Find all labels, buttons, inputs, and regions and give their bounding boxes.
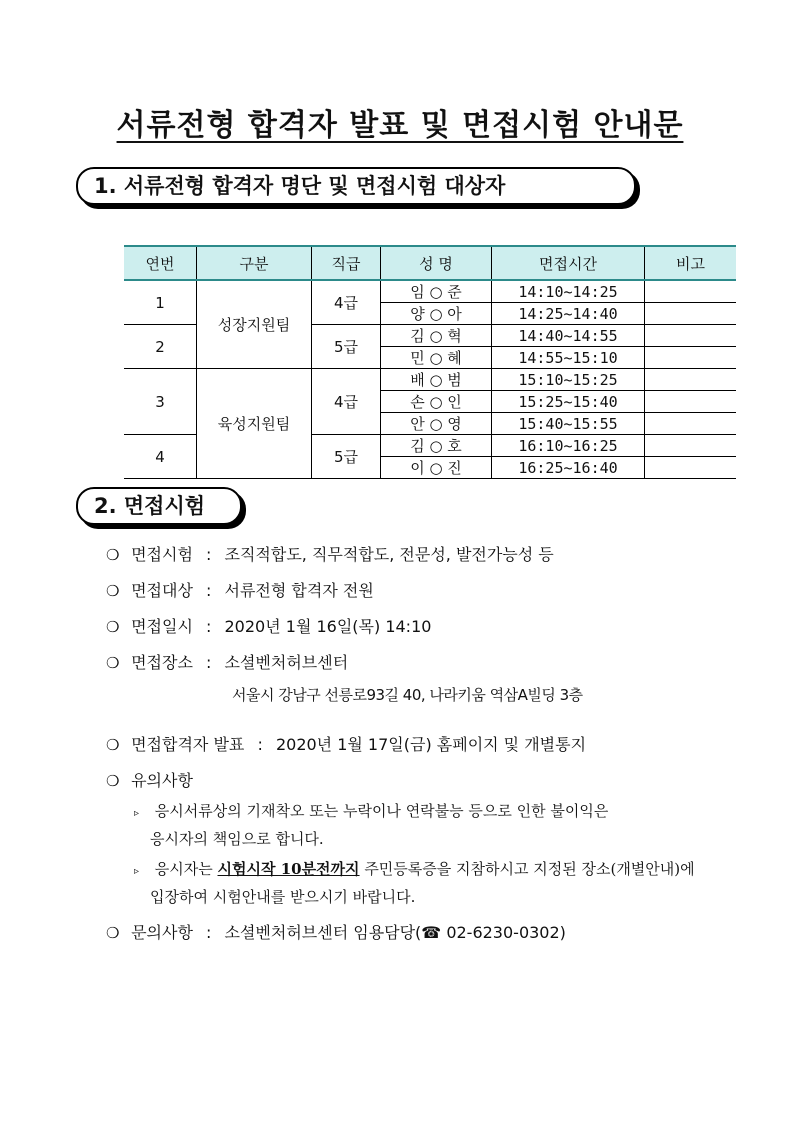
col-header-dept: 구분: [197, 246, 312, 280]
detail-label: 면접장소: [131, 653, 193, 672]
cell-dept: 육성지원팀: [197, 369, 312, 479]
detail-value: 조직적합도, 직무적합도, 전문성, 발전가능성 등: [224, 545, 554, 564]
note-emphasis: 시험시작 10분전까지: [217, 860, 360, 878]
detail-label: 유의사항: [131, 771, 193, 790]
cell-note: [645, 369, 737, 391]
detail-value: 2020년 1월 17일(금) 홈페이지 및 개별통지: [275, 735, 587, 754]
page-title: [0, 100, 800, 144]
cell-time: 14:25~14:40: [492, 303, 645, 325]
detail-item-targets: [106, 578, 374, 601]
cell-name: 민 ○ 혜: [381, 347, 492, 369]
detail-item-notice: [106, 768, 193, 791]
detail-item-contact: [106, 920, 566, 943]
detail-sep: :: [257, 735, 263, 754]
cell-time: 16:10~16:25: [492, 435, 645, 457]
cell-name: 배 ○ 범: [381, 369, 492, 391]
cell-note: [645, 325, 737, 347]
detail-value: 서류전형 합격자 전원: [224, 581, 374, 600]
cell-grade: 5급: [312, 435, 381, 479]
table-row: [124, 280, 736, 303]
bullet-icon: ❍: [106, 546, 120, 564]
cell-name: 안 ○ 영: [381, 413, 492, 435]
detail-item-contents: [106, 542, 554, 565]
detail-sep: :: [206, 545, 212, 564]
cell-name: 손 ○ 인: [381, 391, 492, 413]
note-text: 응시서류상의 기재착오 또는 누락이나 연락불능 등으로 인한 불이익은: [154, 802, 609, 820]
bullet-icon: ❍: [106, 654, 120, 672]
bullet-icon: ❍: [106, 924, 120, 942]
cell-note: [645, 391, 737, 413]
detail-item-announcement: [106, 732, 586, 755]
cell-note: [645, 435, 737, 457]
cell-note: [645, 303, 737, 325]
page-title-text: 서류전형 합격자 발표 및 면접시험 안내문: [116, 108, 684, 143]
cell-time: 16:25~16:40: [492, 457, 645, 479]
col-header-note: 비고: [645, 246, 737, 280]
cell-time: 15:10~15:25: [492, 369, 645, 391]
cell-name: 김 ○ 호: [381, 435, 492, 457]
detail-sep: :: [206, 617, 212, 636]
detail-label: 면접시험: [131, 545, 193, 564]
bullet-icon: ❍: [106, 736, 120, 754]
cell-no: 1: [124, 280, 197, 325]
cell-grade: 4급: [312, 280, 381, 325]
cell-time: 14:40~14:55: [492, 325, 645, 347]
triangle-bullet-icon: ▹: [134, 866, 140, 877]
table-row: [124, 369, 736, 391]
cell-no: 3: [124, 369, 197, 435]
section2-heading: 2. 면접시험: [76, 487, 242, 525]
detail-label: 문의사항: [131, 923, 193, 942]
detail-item-datetime: [106, 614, 431, 637]
cell-time: 15:40~15:55: [492, 413, 645, 435]
col-header-grade: 직급: [312, 246, 381, 280]
detail-sep: :: [206, 653, 212, 672]
detail-value: 2020년 1월 16일(목) 14:10: [224, 617, 432, 636]
detail-label: 면접대상: [131, 581, 193, 600]
detail-sep: :: [206, 581, 212, 600]
cell-no: 2: [124, 325, 197, 369]
cell-time: 14:55~15:10: [492, 347, 645, 369]
cell-note: [645, 457, 737, 479]
notice-note-2-cont: 입장하여 시험안내를 받으시기 바랍니다.: [150, 888, 416, 906]
bullet-icon: ❍: [106, 582, 120, 600]
cell-grade: 5급: [312, 325, 381, 369]
section1-heading: 1. 서류전형 합격자 명단 및 면접시험 대상자: [76, 167, 636, 205]
cell-name: 임 ○ 준: [381, 280, 492, 303]
schedule-table: [124, 245, 736, 479]
col-header-time: 면접시간: [492, 246, 645, 280]
cell-note: [645, 413, 737, 435]
col-header-no: 연번: [124, 246, 197, 280]
notice-note-1-cont: 응시자의 책임으로 합니다.: [150, 830, 324, 848]
detail-label: 면접일시: [131, 617, 193, 636]
cell-name: 양 ○ 아: [381, 303, 492, 325]
detail-item-place: [106, 650, 348, 673]
cell-note: [645, 347, 737, 369]
cell-grade: 4급: [312, 369, 381, 435]
notice-note-1: [134, 800, 608, 821]
table-header-row: [124, 246, 736, 280]
cell-name: 김 ○ 혁: [381, 325, 492, 347]
triangle-bullet-icon: ▹: [134, 808, 140, 819]
detail-value: 소셜벤처허브센터 임용담당(☎ 02-6230-0302): [224, 923, 566, 942]
detail-label: 면접합격자 발표: [131, 735, 245, 754]
cell-no: 4: [124, 435, 197, 479]
bullet-icon: ❍: [106, 772, 120, 790]
cell-time: 15:25~15:40: [492, 391, 645, 413]
detail-sep: :: [206, 923, 212, 942]
cell-name: 이 ○ 진: [381, 457, 492, 479]
place-address: 서울시 강남구 선릉로93길 40, 나라키움 역삼A빌딩 3층: [232, 686, 583, 704]
notice-note-2: [134, 858, 695, 879]
bullet-icon: ❍: [106, 618, 120, 636]
col-header-name: 성 명: [381, 246, 492, 280]
cell-note: [645, 280, 737, 303]
cell-dept: 성장지원팀: [197, 280, 312, 369]
cell-time: 14:10~14:25: [492, 280, 645, 303]
note-text-pre: 응시자는: [154, 860, 218, 878]
detail-value: 소셜벤처허브센터: [224, 653, 349, 672]
note-text-post: 주민등록증을 지참하시고 지정된 장소(개별안내)에: [359, 860, 695, 878]
